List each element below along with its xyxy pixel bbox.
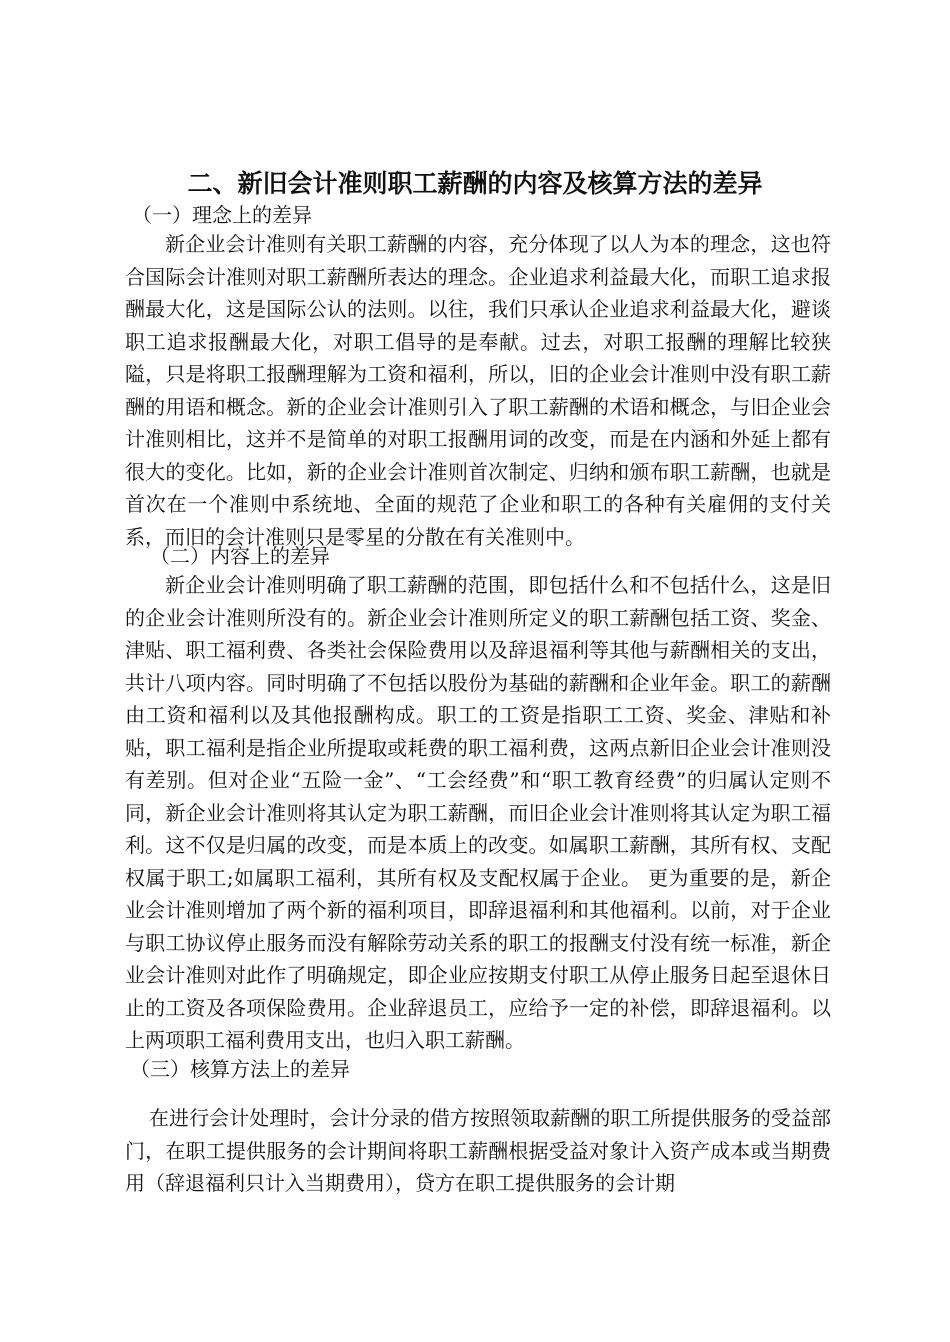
section-heading-concept: （一）理念上的差异 bbox=[132, 203, 312, 227]
section-heading-accounting: （三）核算方法上的差异 bbox=[130, 1057, 350, 1081]
section-paragraph-concept: 新企业会计准则有关职工薪酬的内容，充分体现了以人为本的理念，这也符合国际会计准则对职工薪酬所表达的理念。企业追求利益最大化，而职工追求报酬最大化，这是国际公认的法则。以往，我们只承认企业追求利益最大化，避谈职工追求报酬最大化，对职工倡导的是奉献。过去，对职工报酬的理解比较狭隘，只是将职工报酬理解为工资和福利，所以，旧的企业会计准则中没有职工薪酬的用语和概念。新的企业会计准则引入了职工薪酬的术语和概念，与旧企业会计准则相比，这并不是简单的对职工报酬用词的改变，而是在内涵和外延上都有很大的变化。比如，新的企业会计准则首次制定、归纳和颁布职工薪酬，也就是首次在一个准则中系统地、全面的规范了企业和职工的各种有关雇佣的支付关系，而旧的会计准则只是零星的分散在有关准则中。 bbox=[125, 232, 831, 549]
section-heading-content: （二）内容上的差异 bbox=[150, 544, 330, 568]
document-title: 二、新旧会计准则职工薪酬的内容及核算方法的差异 bbox=[187, 169, 763, 198]
section-paragraph-accounting: 在进行会计处理时，会计分录的借方按照领取薪酬的职工所提供服务的受益部门，在职工提供服务的会计期间将职工薪酬根据受益对象计入资产成本或当期费用（辞退福利只计入当期费用），贷方在职工提供服务的会计期 bbox=[125, 1106, 831, 1195]
section-paragraph-content: 新企业会计准则明确了职工薪酬的范围，即包括什么和不包括什么，这是旧的企业会计准则所没有的。新企业会计准则所定义的职工薪酬包括工资、奖金、津贴、职工福利费、各类社会保险费用以及辞退福利等其他与薪酬相关的支出，共计八项内容。同时明确了不包括以股份为基础的薪酬和企业年金。职工的薪酬由工资和福利以及其他报酬构成。职工的工资是指职工工资、奖金、津贴和补贴，职工福利是指企业所提取或耗费的职工福利费，这两点新旧企业会计准则没有差别。但对企业“五险一金”、“工会经费”和“职工教育经费”的归属认定则不同，新企业会计准则将其认定为职工薪酬，而旧企业会计准则将其认定为职工福利。这不仅是归属的改变，而是本质上的改变。如属职工薪酬，其所有权、支配权属于职工;如属职工福利，其所有权及支配权属于企业。 更为重要的是，新企业会计准则增加了两个新的福利项目，即辞退福利和其他福利。以前，对于企业与职工协议停止服务而没有解除劳动关系的职工的报酬支付没有统一标准，新企业会计准则对此作了明确规定，即企业应按期支付职工从停止服务日起至退休日止的工资及各项保险费用。企业辞退员工，应给予一定的补偿，即辞退福利。以上两项职工福利费用支出，也归入职工薪酬。 bbox=[125, 573, 831, 1052]
